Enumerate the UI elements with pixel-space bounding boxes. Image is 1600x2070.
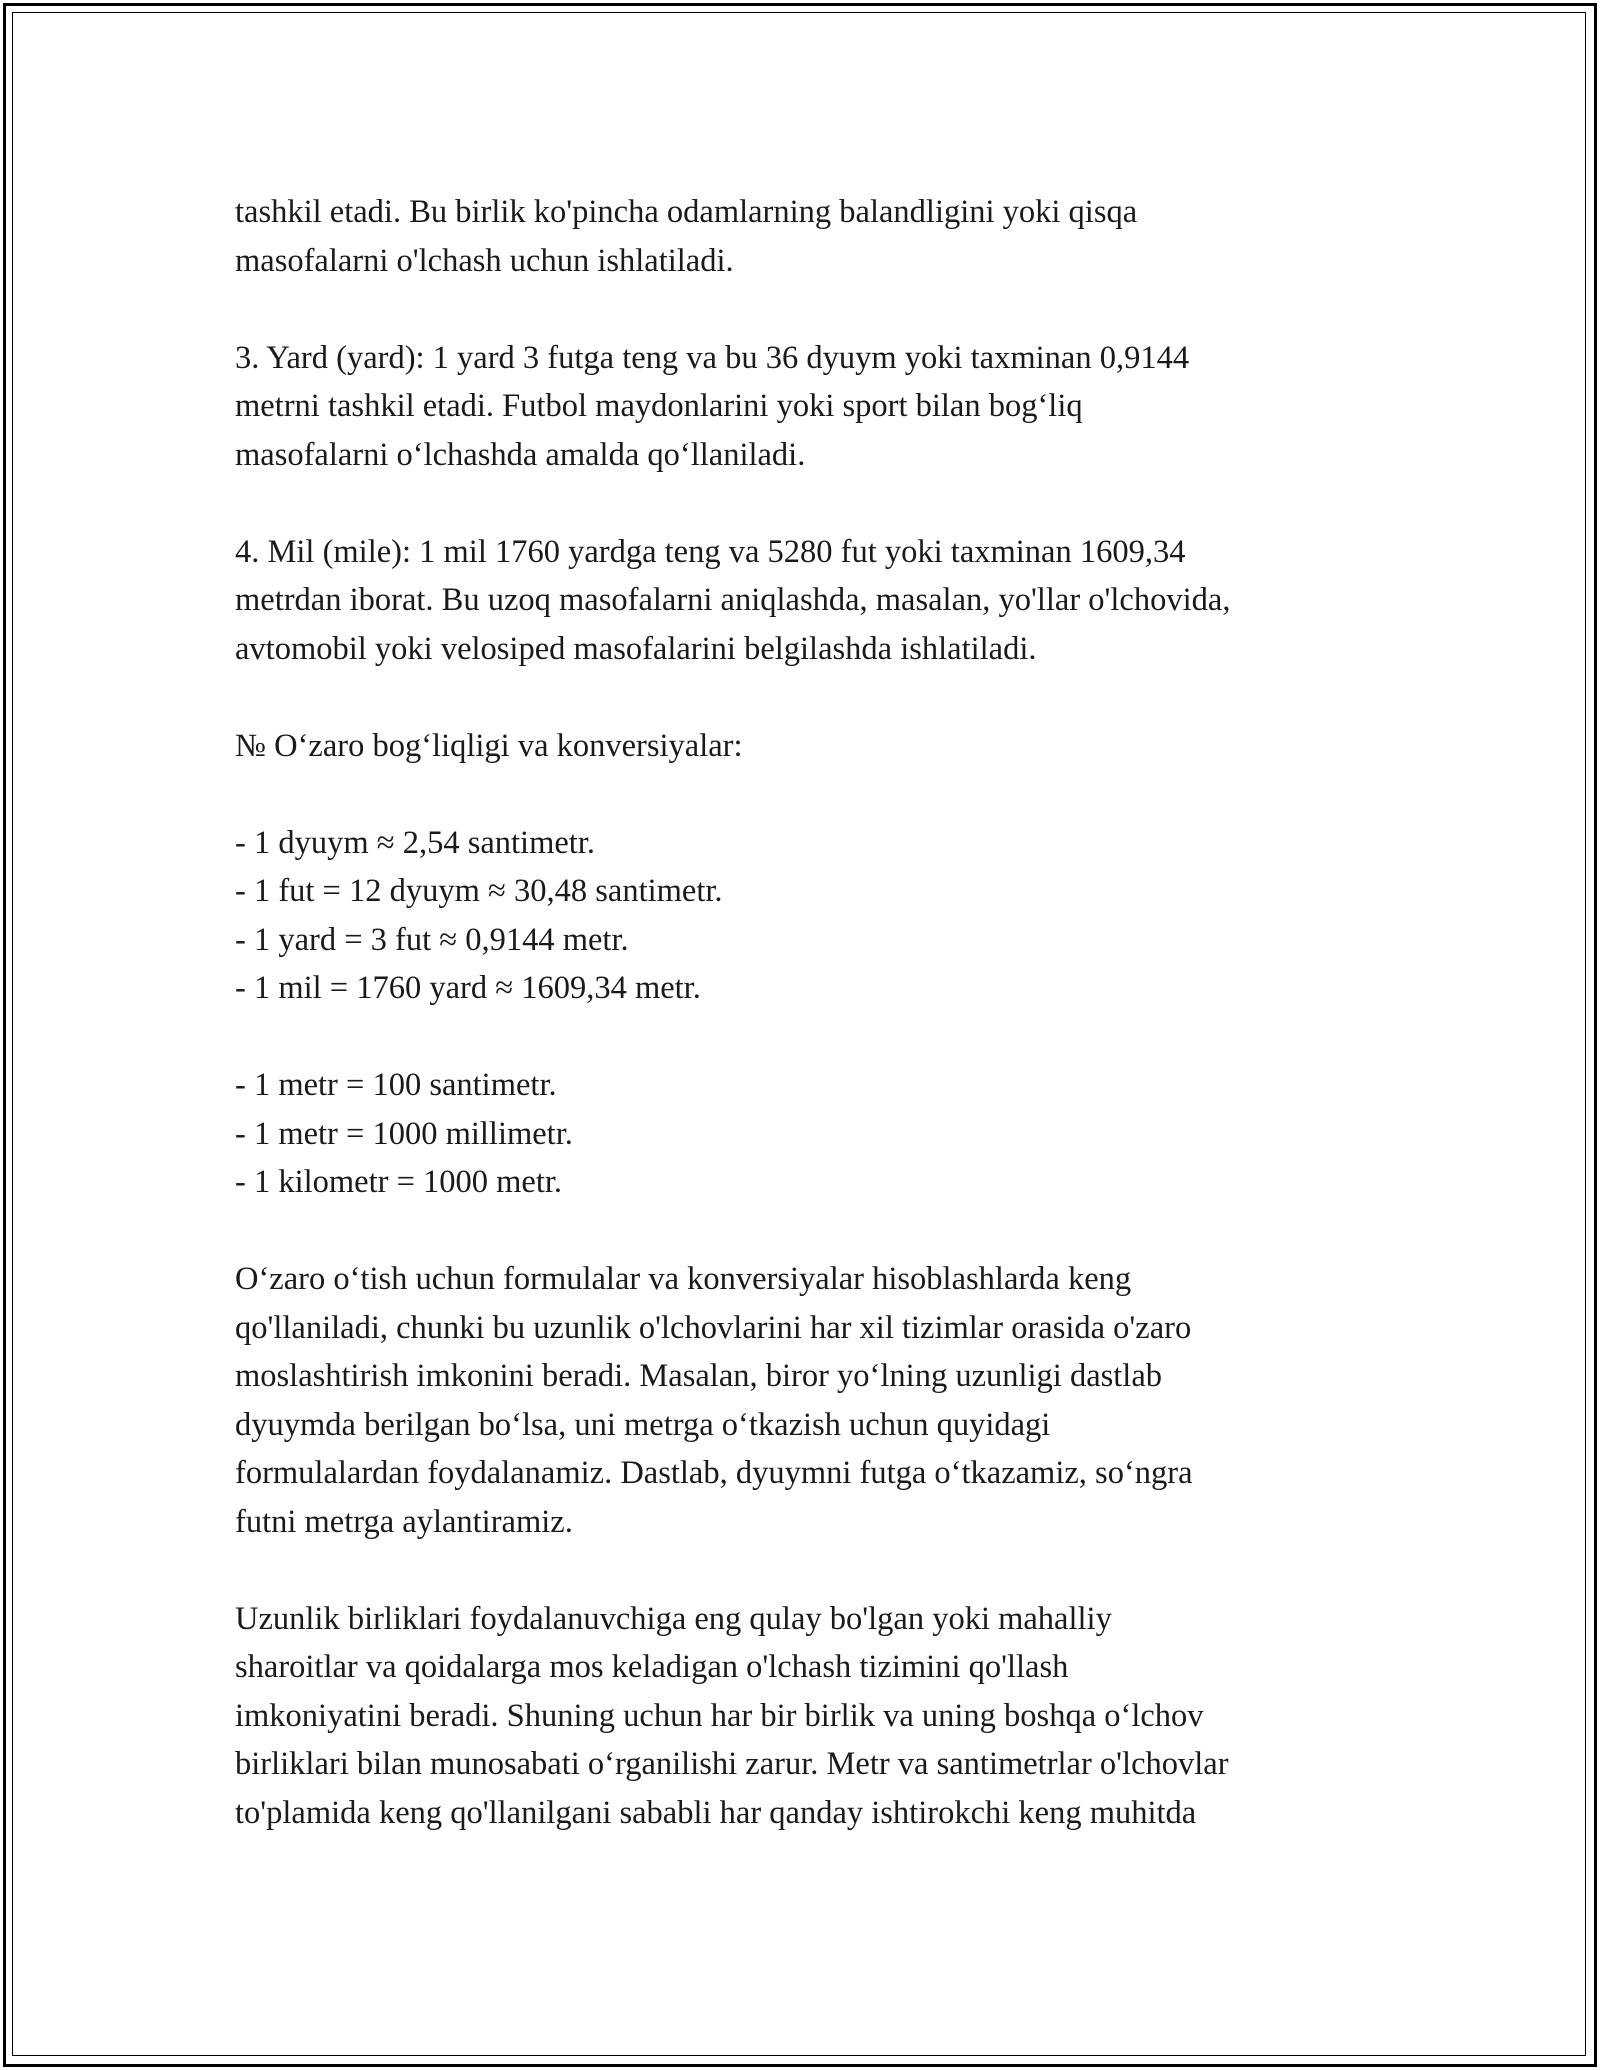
text-line: 4. Mil (mile): 1 mil 1760 yardga teng va 5280 fut yoki taxminan 1609,34	[235, 533, 1186, 570]
list-item: - 1 mil = 1760 yard ≈ 1609,34 metr.	[235, 970, 701, 1006]
list-item: - 1 metr = 1000 millimetr.	[235, 1115, 573, 1152]
text-line: formulalardan foydalanamiz. Dastlab, dyuymni futga o‘tkazamiz, so‘ngra	[235, 1455, 1193, 1491]
paragraph-spacer	[235, 1207, 1385, 1256]
text-line: metrdan iborat. Bu uzoq masofalarni aniqlashda, masalan, yo'llar o'lchovida,	[235, 582, 1231, 618]
paragraph-spacer	[235, 770, 1385, 819]
list-metric-conversions	[235, 1061, 1385, 1207]
text-line: qo'llaniladi, chunki bu uzunlik o'lchovlarini har xil tizimlar orasida o'zaro	[235, 1309, 1192, 1346]
text-line: futni metrga aylantiramiz.	[235, 1503, 573, 1540]
paragraph-yard	[235, 334, 1385, 480]
paragraph-units-usage	[235, 1595, 1385, 1838]
list-item: - 1 kilometr = 1000 metr.	[235, 1164, 563, 1200]
list-item: - 1 metr = 100 santimetr.	[235, 1067, 557, 1103]
document-body	[235, 188, 1385, 1837]
list-item: - 1 fut = 12 dyuym ≈ 30,48 santimetr.	[235, 873, 723, 909]
text-line: Uzunlik birliklari foydalanuvchiga eng qulay bo'lgan yoki mahalliy	[235, 1600, 1112, 1637]
paragraph-mile	[235, 528, 1385, 674]
text-line: sharoitlar va qoidalarga mos keladigan o'lchash tizimini qo'llash	[235, 1649, 1069, 1685]
text-line: avtomobil yoki velosiped masofalarini belgilashda ishlatiladi.	[235, 630, 1037, 667]
paragraph-spacer	[235, 673, 1385, 722]
paragraph-spacer	[235, 1013, 1385, 1062]
paragraph-spacer	[235, 479, 1385, 528]
list-imperial-conversions	[235, 819, 1385, 1013]
section-heading-conversions	[235, 722, 1385, 771]
list-item: - 1 yard = 3 fut ≈ 0,9144 metr.	[235, 921, 629, 958]
text-line: dyuymda berilgan bo‘lsa, uni metrga o‘tkazish uchun quyidagi	[235, 1406, 1051, 1443]
text-line: O‘zaro o‘tish uchun formulalar va konversiyalar hisoblashlarda keng	[235, 1261, 1132, 1297]
text-line: metrni tashkil etadi. Futbol maydonlarini yoki sport bilan bog‘liq	[235, 388, 1083, 424]
section-heading: № O‘zaro bog‘liqligi va konversiyalar:	[235, 727, 743, 764]
text-line: masofalarni o'lchash uchun ishlatiladi.	[235, 242, 734, 279]
text-line: to'plamida keng qo'llanilgani sababli har qanday ishtirokchi keng muhitda	[235, 1794, 1197, 1831]
list-item: - 1 dyuym ≈ 2,54 santimetr.	[235, 824, 595, 861]
text-line: masofalarni o‘lchashda amalda qo‘llaniladi.	[235, 436, 806, 473]
text-line: 3. Yard (yard): 1 yard 3 futga teng va bu 36 dyuym yoki taxminan 0,9144	[235, 339, 1190, 376]
text-line: moslashtirish imkonini beradi. Masalan, biror yo‘lning uzunligi dastlab	[235, 1358, 1163, 1394]
paragraph-spacer	[235, 285, 1385, 334]
paragraph-formulas	[235, 1255, 1385, 1546]
paragraph-height-continuation	[235, 188, 1385, 285]
text-line: imkoniyatini beradi. Shuning uchun har bir birlik va uning boshqa o‘lchov	[235, 1697, 1204, 1734]
text-line: birliklari bilan munosabati o‘rganilishi zarur. Metr va santimetrlar o'lchovlar	[235, 1746, 1229, 1782]
paragraph-spacer	[235, 1546, 1385, 1595]
text-line: tashkil etadi. Bu birlik ko'pincha odamlarning balandligini yoki qisqa	[235, 194, 1138, 230]
